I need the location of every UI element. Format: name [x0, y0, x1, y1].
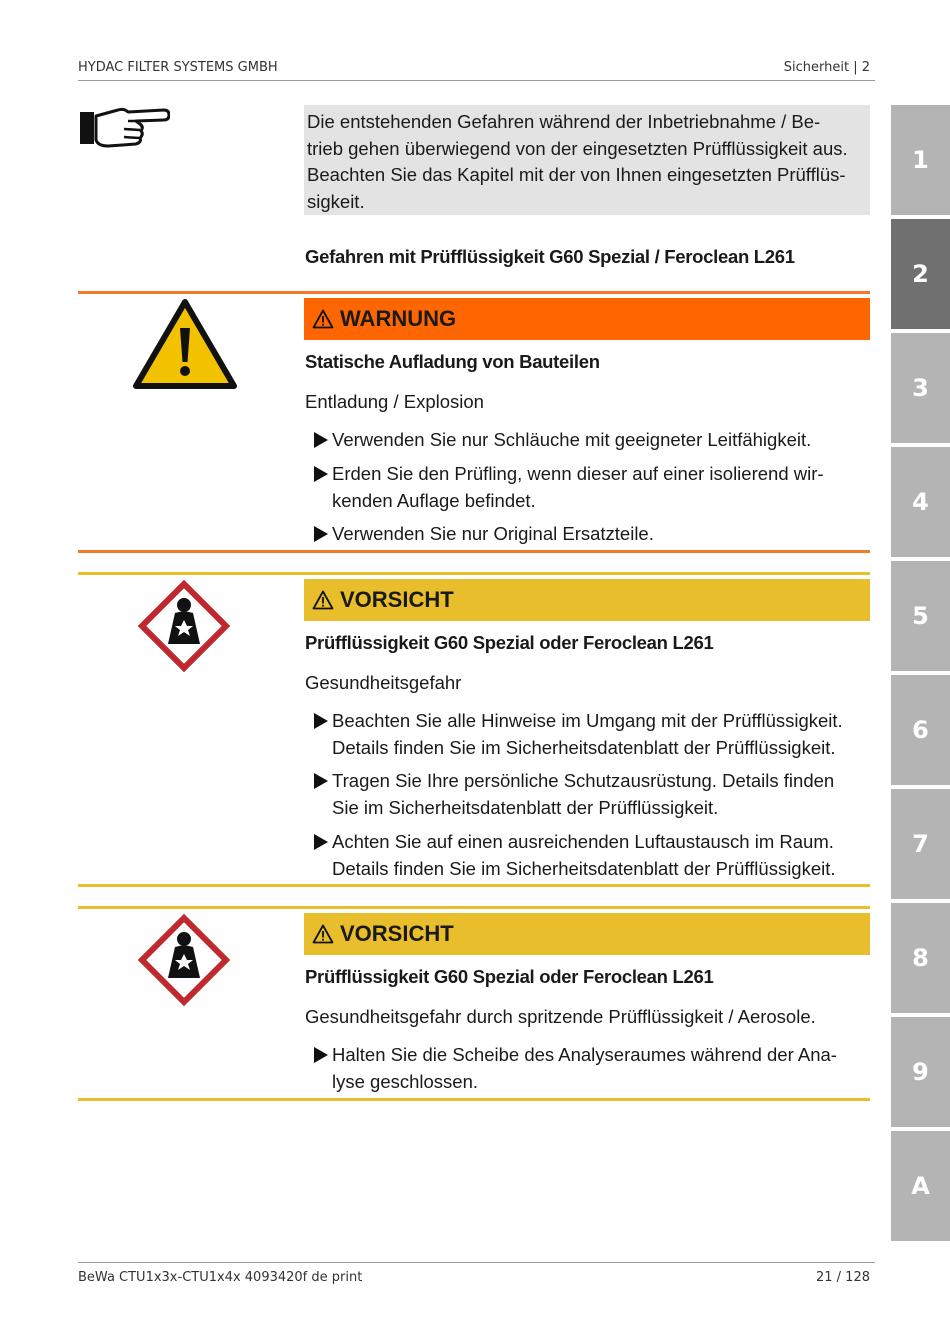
chapter-tab-7[interactable]: 7 [891, 789, 950, 899]
caution-hazard: Gesundheitsgefahr durch spritzende Prüfflüssigkeit / Aerosole. [305, 1006, 816, 1027]
bullet-arrow-icon [314, 1047, 328, 1063]
chapter-tab-2[interactable]: 2 [891, 219, 950, 329]
bullet-text: Beachten Sie alle Hinweise im Umgang mit der Prüfflüssigkeit. [332, 710, 843, 731]
warning-triangle-icon [312, 924, 334, 944]
chapter-tab-5[interactable]: 5 [891, 561, 950, 671]
warning-top-rule [78, 291, 870, 294]
chapter-tab-8[interactable]: 8 [891, 903, 950, 1013]
chapter-tab-3[interactable]: 3 [891, 333, 950, 443]
bullet-text: lyse geschlossen. [332, 1071, 479, 1092]
note-box [304, 105, 870, 215]
bullet-text: Achten Sie auf einen ausreichenden Luftaustausch im Raum. [332, 831, 834, 852]
signal-word-text: VORSICHT [340, 587, 454, 612]
signal-word-caution [304, 579, 870, 621]
bullet-arrow-icon [314, 466, 328, 482]
caution-hazard: Gesundheitsgefahr [305, 672, 462, 693]
header-rule [78, 80, 875, 81]
signal-word-caution [304, 913, 870, 955]
warning-hazard: Entladung / Explosion [305, 391, 484, 412]
warning-triangle-icon [312, 309, 334, 329]
bullet-arrow-icon [314, 834, 328, 850]
bullet-text: Verwenden Sie nur Schläuche mit geeigneter Leitfähigkeit. [332, 429, 812, 450]
bullet-text: Erden Sie den Prüfling, wenn dieser auf einer isolierend wir- [332, 463, 824, 484]
warning-title: Statische Aufladung von Bauteilen [305, 351, 600, 372]
page-number: 21 / 128 [816, 1270, 870, 1285]
chapter-tab-6[interactable]: 6 [891, 675, 950, 785]
bullet-text: Details finden Sie im Sicherheitsdatenblatt der Prüfflüssigkeit. [332, 858, 836, 879]
signal-word-text: WARNUNG [340, 306, 457, 331]
chapter-tab-9[interactable]: 9 [891, 1017, 950, 1127]
chapter-tab-4[interactable]: 4 [891, 447, 950, 557]
bullet-text: kenden Auflage befindet. [332, 490, 536, 511]
note-line: Beachten Sie das Kapitel mit der von Ihnen eingesetzten Prüfflüs- [307, 164, 846, 185]
caution-title: Prüfflüssigkeit G60 Spezial oder Feroclean L261 [305, 966, 714, 987]
caution-bottom-rule [78, 884, 870, 887]
note-line: Die entstehenden Gefahren während der Inbetriebnahme / Be- [307, 111, 821, 132]
bullet-arrow-icon [314, 713, 328, 729]
warning-triangle-icon [312, 590, 334, 610]
bullet-arrow-icon [314, 526, 328, 542]
bullet-text: Halten Sie die Scheibe des Analyseraumes während der Ana- [332, 1044, 837, 1065]
pointing-hand-icon [78, 102, 170, 150]
chapter-tab-a[interactable]: A [891, 1131, 950, 1241]
note-line: trieb gehen überwiegend von der eingesetzten Prüfflüssigkeit aus. [307, 137, 848, 159]
bullet-text: Verwenden Sie nur Original Ersatzteile. [332, 523, 654, 544]
health-hazard-icon [138, 914, 230, 1006]
warning-bottom-rule [78, 550, 870, 553]
caution-top-rule [78, 572, 870, 575]
bullet-arrow-icon [314, 432, 328, 448]
signal-word-text: VORSICHT [340, 921, 454, 946]
bullet-text: Tragen Sie Ihre persönliche Schutzausrüstung. Details finden [332, 770, 835, 791]
company-name: HYDAC FILTER SYSTEMS GMBH [78, 60, 278, 75]
health-hazard-icon [138, 580, 230, 672]
bullet-arrow-icon [314, 773, 328, 789]
caution-top-rule [78, 906, 870, 909]
note-line: sigkeit. [307, 190, 365, 212]
footer-rule [78, 1262, 875, 1263]
bullet-text: Details finden Sie im Sicherheitsdatenblatt der Prüfflüssigkeit. [332, 737, 836, 758]
section-label: Sicherheit | 2 [783, 60, 870, 75]
chapter-tab-1[interactable]: 1 [891, 105, 950, 215]
signal-word-warning [304, 298, 870, 340]
section-heading: Gefahren mit Prüfflüssigkeit G60 Spezial / Feroclean L261 [305, 246, 795, 267]
caution-title: Prüfflüssigkeit G60 Spezial oder Feroclean L261 [305, 632, 714, 653]
caution-bottom-rule [78, 1098, 870, 1101]
general-warning-icon [132, 298, 238, 390]
bullet-text: Sie im Sicherheitsdatenblatt der Prüfflüssigkeit. [332, 797, 719, 818]
document-id: BeWa CTU1x3x-CTU1x4x 4093420f de print [78, 1270, 363, 1285]
